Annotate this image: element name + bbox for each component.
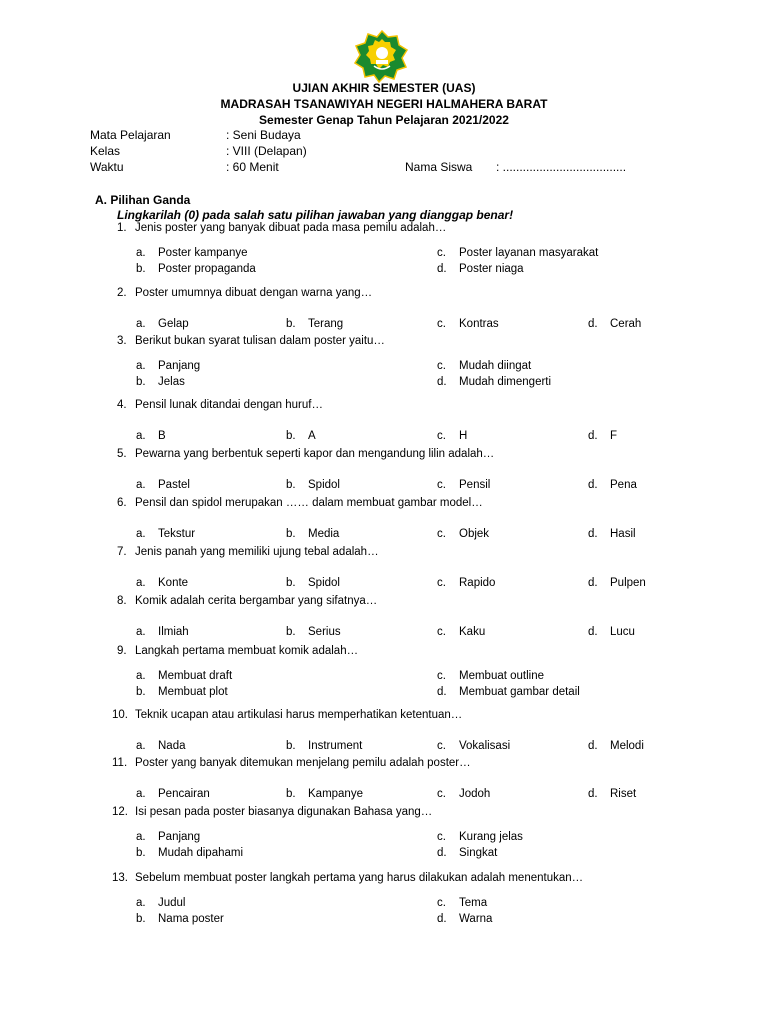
option-letter: b.: [136, 847, 146, 859]
option-letter: b.: [286, 626, 296, 638]
option-text: Terang: [308, 318, 344, 330]
option-letter: d.: [437, 263, 447, 275]
option-text: Gelap: [158, 318, 189, 330]
student-name-field: : .....................................: [496, 160, 627, 174]
option-letter: a.: [136, 247, 146, 259]
option-letter: c.: [437, 831, 446, 843]
option-text: Nada: [158, 740, 186, 752]
option-text: Mudah dimengerti: [459, 376, 552, 388]
option-letter: d.: [437, 686, 447, 698]
option-letter: c.: [437, 670, 446, 682]
school-name: MADRASAH TSANAWIYAH NEGERI HALMAHERA BARAT: [220, 97, 548, 111]
question-text: Langkah pertama membuat komik adalah…: [135, 645, 359, 657]
time-label: Waktu: [90, 160, 124, 174]
option-text: Panjang: [158, 831, 201, 843]
subject-value: : Seni Budaya: [226, 128, 301, 142]
option-letter: a.: [136, 528, 146, 540]
option-text: Pastel: [158, 479, 190, 491]
question-number: 5.: [117, 448, 127, 460]
option-letter: a.: [136, 626, 146, 638]
option-text: Judul: [158, 897, 186, 909]
question-text: Pewarna yang berbentuk seperti kapor dan mengandung lilin adalah…: [135, 448, 495, 460]
option-letter: b.: [286, 577, 296, 589]
option-text: Hasil: [610, 528, 636, 540]
option-letter: c.: [437, 577, 446, 589]
question-text: Berikut bukan syarat tulisan dalam poster yaitu…: [135, 335, 385, 347]
option-letter: a.: [136, 670, 146, 682]
question-number: 8.: [117, 595, 127, 607]
option-text: Rapido: [459, 577, 496, 589]
option-letter: b.: [136, 263, 146, 275]
option-text: Instrument: [308, 740, 363, 752]
option-letter: c.: [437, 626, 446, 638]
section-instruction: Lingkarilah (0) pada salah satu pilihan jawaban yang dianggap benar!: [117, 208, 514, 222]
option-letter: a.: [136, 831, 146, 843]
question-number: 7.: [117, 546, 127, 558]
option-text: Objek: [459, 528, 490, 540]
option-text: Singkat: [459, 847, 498, 859]
option-text: Cerah: [610, 318, 642, 330]
option-text: B: [158, 430, 166, 442]
class-value: : VIII (Delapan): [226, 144, 307, 158]
option-letter: b.: [286, 740, 296, 752]
student-name-label: Nama Siswa: [405, 160, 473, 174]
question-text: Pensil lunak ditandai dengan huruf…: [135, 399, 323, 411]
option-letter: a.: [136, 318, 146, 330]
question-text: Poster umumnya dibuat dengan warna yang…: [135, 287, 373, 299]
option-letter: b.: [136, 686, 146, 698]
option-letter: a.: [136, 577, 146, 589]
option-letter: d.: [437, 913, 447, 925]
time-value: : 60 Menit: [226, 160, 279, 174]
option-letter: d.: [588, 626, 598, 638]
option-letter: c.: [437, 528, 446, 540]
option-letter: d.: [588, 528, 598, 540]
option-text: Tema: [459, 897, 488, 909]
class-label: Kelas: [90, 144, 121, 158]
subject-label: Mata Pelajaran: [90, 128, 171, 142]
option-text: Warna: [459, 913, 493, 925]
option-text: Spidol: [308, 577, 340, 589]
option-text: Membuat outline: [459, 670, 545, 682]
option-text: Mudah dipahami: [158, 847, 244, 859]
option-text: Panjang: [158, 360, 201, 372]
option-letter: d.: [588, 740, 598, 752]
option-letter: d.: [588, 318, 598, 330]
option-letter: b.: [136, 913, 146, 925]
option-letter: d.: [588, 479, 598, 491]
option-letter: c.: [437, 788, 446, 800]
option-letter: c.: [437, 430, 446, 442]
option-text: Vokalisasi: [459, 740, 511, 752]
question-text: Poster yang banyak ditemukan menjelang pemilu adalah poster…: [135, 757, 471, 769]
option-text: Nama poster: [158, 913, 224, 925]
option-letter: a.: [136, 430, 146, 442]
option-letter: b.: [286, 788, 296, 800]
question-text: Isi pesan pada poster biasanya digunakan Bahasa yang…: [135, 806, 433, 818]
option-text: Riset: [610, 788, 637, 800]
question-text: Pensil dan spidol merupakan …… dalam membuat gambar model…: [135, 497, 483, 509]
option-text: Poster kampanye: [158, 247, 248, 259]
option-text: H: [459, 430, 468, 442]
option-text: Pulpen: [610, 577, 646, 589]
question-number: 3.: [117, 335, 127, 347]
option-text: Jodoh: [459, 788, 491, 800]
option-letter: c.: [437, 740, 446, 752]
option-text: F: [610, 430, 618, 442]
option-text: Melodi: [610, 740, 644, 752]
option-letter: b.: [136, 376, 146, 388]
option-text: Poster propaganda: [158, 263, 256, 275]
option-text: Lucu: [610, 626, 635, 638]
question-text: Teknik ucapan atau artikulasi harus memperhatikan ketentuan…: [135, 709, 463, 721]
option-text: Tekstur: [158, 528, 196, 540]
option-letter: d.: [588, 788, 598, 800]
kemenag-logo-icon: [352, 30, 412, 84]
option-letter: d.: [588, 577, 598, 589]
option-letter: b.: [286, 528, 296, 540]
option-letter: c.: [437, 360, 446, 372]
option-text: Membuat plot: [158, 686, 228, 698]
option-text: Pensil: [459, 479, 491, 491]
option-text: Serius: [308, 626, 341, 638]
question-number: 13.: [112, 872, 128, 884]
option-text: Membuat gambar detail: [459, 686, 580, 698]
question-number: 4.: [117, 399, 127, 411]
option-text: Pena: [610, 479, 637, 491]
option-letter: a.: [136, 897, 146, 909]
option-text: A: [308, 430, 316, 442]
question-number: 12.: [112, 806, 128, 818]
option-text: Pencairan: [158, 788, 210, 800]
option-text: Kaku: [459, 626, 486, 638]
option-text: Konte: [158, 577, 189, 589]
option-text: Jelas: [158, 376, 185, 388]
question-number: 10.: [112, 709, 128, 721]
option-text: Mudah diingat: [459, 360, 532, 372]
option-letter: c.: [437, 247, 446, 259]
option-text: Poster niaga: [459, 263, 524, 275]
question-number: 1.: [117, 222, 127, 234]
option-letter: b.: [286, 430, 296, 442]
question-text: Komik adalah cerita bergambar yang sifatnya…: [135, 595, 378, 607]
option-text: Kampanye: [308, 788, 363, 800]
question-number: 6.: [117, 497, 127, 509]
question-number: 9.: [117, 645, 127, 657]
option-letter: d.: [437, 847, 447, 859]
option-text: Ilmiah: [158, 626, 189, 638]
option-text: Membuat draft: [158, 670, 233, 682]
option-letter: d.: [588, 430, 598, 442]
option-letter: a.: [136, 479, 146, 491]
option-letter: a.: [136, 740, 146, 752]
option-letter: b.: [286, 318, 296, 330]
option-letter: a.: [136, 360, 146, 372]
option-letter: c.: [437, 897, 446, 909]
option-letter: c.: [437, 318, 446, 330]
option-letter: a.: [136, 788, 146, 800]
exam-title: UJIAN AKHIR SEMESTER (UAS): [292, 81, 476, 95]
option-letter: c.: [437, 479, 446, 491]
question-number: 2.: [117, 287, 127, 299]
option-text: Kontras: [459, 318, 499, 330]
option-letter: b.: [286, 479, 296, 491]
semester-line: Semester Genap Tahun Pelajaran 2021/2022: [259, 113, 509, 127]
option-text: Spidol: [308, 479, 340, 491]
section-title: A. Pilihan Ganda: [95, 193, 191, 207]
question-text: Jenis poster yang banyak dibuat pada masa pemilu adalah…: [135, 222, 447, 234]
option-letter: d.: [437, 376, 447, 388]
question-text: Sebelum membuat poster langkah pertama yang harus dilakukan adalah menentukan…: [135, 872, 584, 884]
option-text: Kurang jelas: [459, 831, 523, 843]
option-text: Media: [308, 528, 340, 540]
question-number: 11.: [112, 757, 128, 769]
option-text: Poster layanan masyarakat: [459, 247, 599, 259]
question-text: Jenis panah yang memiliki ujung tebal adalah…: [135, 546, 379, 558]
